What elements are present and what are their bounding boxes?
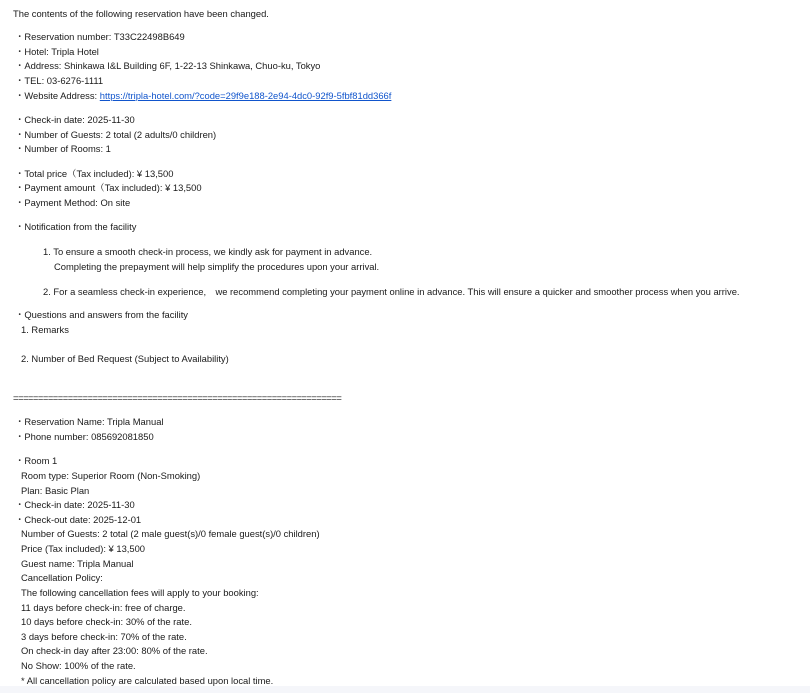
website-label: ・Website Address: xyxy=(15,90,100,101)
room-checkout: ・Check-out date: 2025-12-01 xyxy=(15,514,142,525)
website-link[interactable]: https://tripla-hotel.com/?code=29f9e188-2e94-4dc0-92f9-5fbf81dd366f xyxy=(99,90,392,101)
website-row xyxy=(15,90,391,102)
payment-method: ・Payment Method: On site xyxy=(15,197,131,208)
hotel-address: ・Address: Shinkawa I&L Building 6F, 1-22-13 Shinkawa, Chuo-ku, Tokyo xyxy=(15,60,321,71)
cancellation-title: Cancellation Policy: xyxy=(21,572,103,583)
phone-number: ・Phone number: 085692081850 xyxy=(15,431,154,442)
reservation-name: ・Reservation Name: Tripla Manual xyxy=(15,416,164,427)
notification-item-1-cont: Completing the prepayment will help simplify the procedures upon your arrival. xyxy=(54,261,380,272)
change-notice: The contents of the following reservation have been changed. xyxy=(13,8,269,19)
room-price: Price (Tax included): ¥ 13,500 xyxy=(21,543,146,554)
room-title: ・Room 1 xyxy=(15,455,58,466)
notification-item-2: 2. For a seamless check-in experience, we recommend completing your payment online in advance. This will ensure a quicker and smoother process when you arrive. xyxy=(43,286,740,297)
qa-bed-request: 2. Number of Bed Request (Subject to Availability) xyxy=(21,353,229,364)
total-price: ・Total price（Tax included): ¥ 13,500 xyxy=(15,168,174,179)
room-checkin: ・Check-in date: 2025-11-30 xyxy=(15,499,135,510)
reservation-number: ・Reservation number: T33C22498B649 xyxy=(15,31,185,42)
guest-name: Guest name: Tripla Manual xyxy=(21,558,134,569)
notification-title: ・Notification from the facility xyxy=(15,221,137,232)
notification-item-1: 1. To ensure a smooth check-in process, we kindly ask for payment in advance. xyxy=(43,246,373,257)
number-of-guests: ・Number of Guests: 2 total (2 adults/0 children) xyxy=(15,129,217,140)
payment-amount: ・Payment amount（Tax included): ¥ 13,500 xyxy=(15,182,202,193)
cancellation-no-show: No Show: 100% of the rate. xyxy=(21,660,136,671)
room-guests: Number of Guests: 2 total (2 male guest(s)/0 female guest(s)/0 children) xyxy=(21,528,320,539)
bottom-bar xyxy=(0,686,810,693)
cancellation-same-day: On check-in day after 23:00: 80% of the rate. xyxy=(21,645,208,656)
qa-title: ・Questions and answers from the facility xyxy=(15,309,188,320)
separator: ================================================================== xyxy=(13,392,342,403)
hotel-name: ・Hotel: Tripla Hotel xyxy=(15,46,99,57)
room-plan: Plan: Basic Plan xyxy=(21,485,90,496)
qa-remarks: 1. Remarks xyxy=(21,324,69,335)
cancellation-3-days: 3 days before check-in: 70% of the rate. xyxy=(21,631,187,642)
cancellation-10-days: 10 days before check-in: 30% of the rate. xyxy=(21,616,192,627)
hotel-tel: ・TEL: 03-6276-1111 xyxy=(15,75,104,86)
checkin-date: ・Check-in date: 2025-11-30 xyxy=(15,114,135,125)
cancellation-note: * All cancellation policy are calculated based upon local time. xyxy=(21,675,274,686)
number-of-rooms: ・Number of Rooms: 1 xyxy=(15,143,111,154)
cancellation-11-days: 11 days before check-in: free of charge. xyxy=(21,602,186,613)
room-type: Room type: Superior Room (Non-Smoking) xyxy=(21,470,201,481)
cancellation-intro: The following cancellation fees will apply to your booking: xyxy=(21,587,259,598)
